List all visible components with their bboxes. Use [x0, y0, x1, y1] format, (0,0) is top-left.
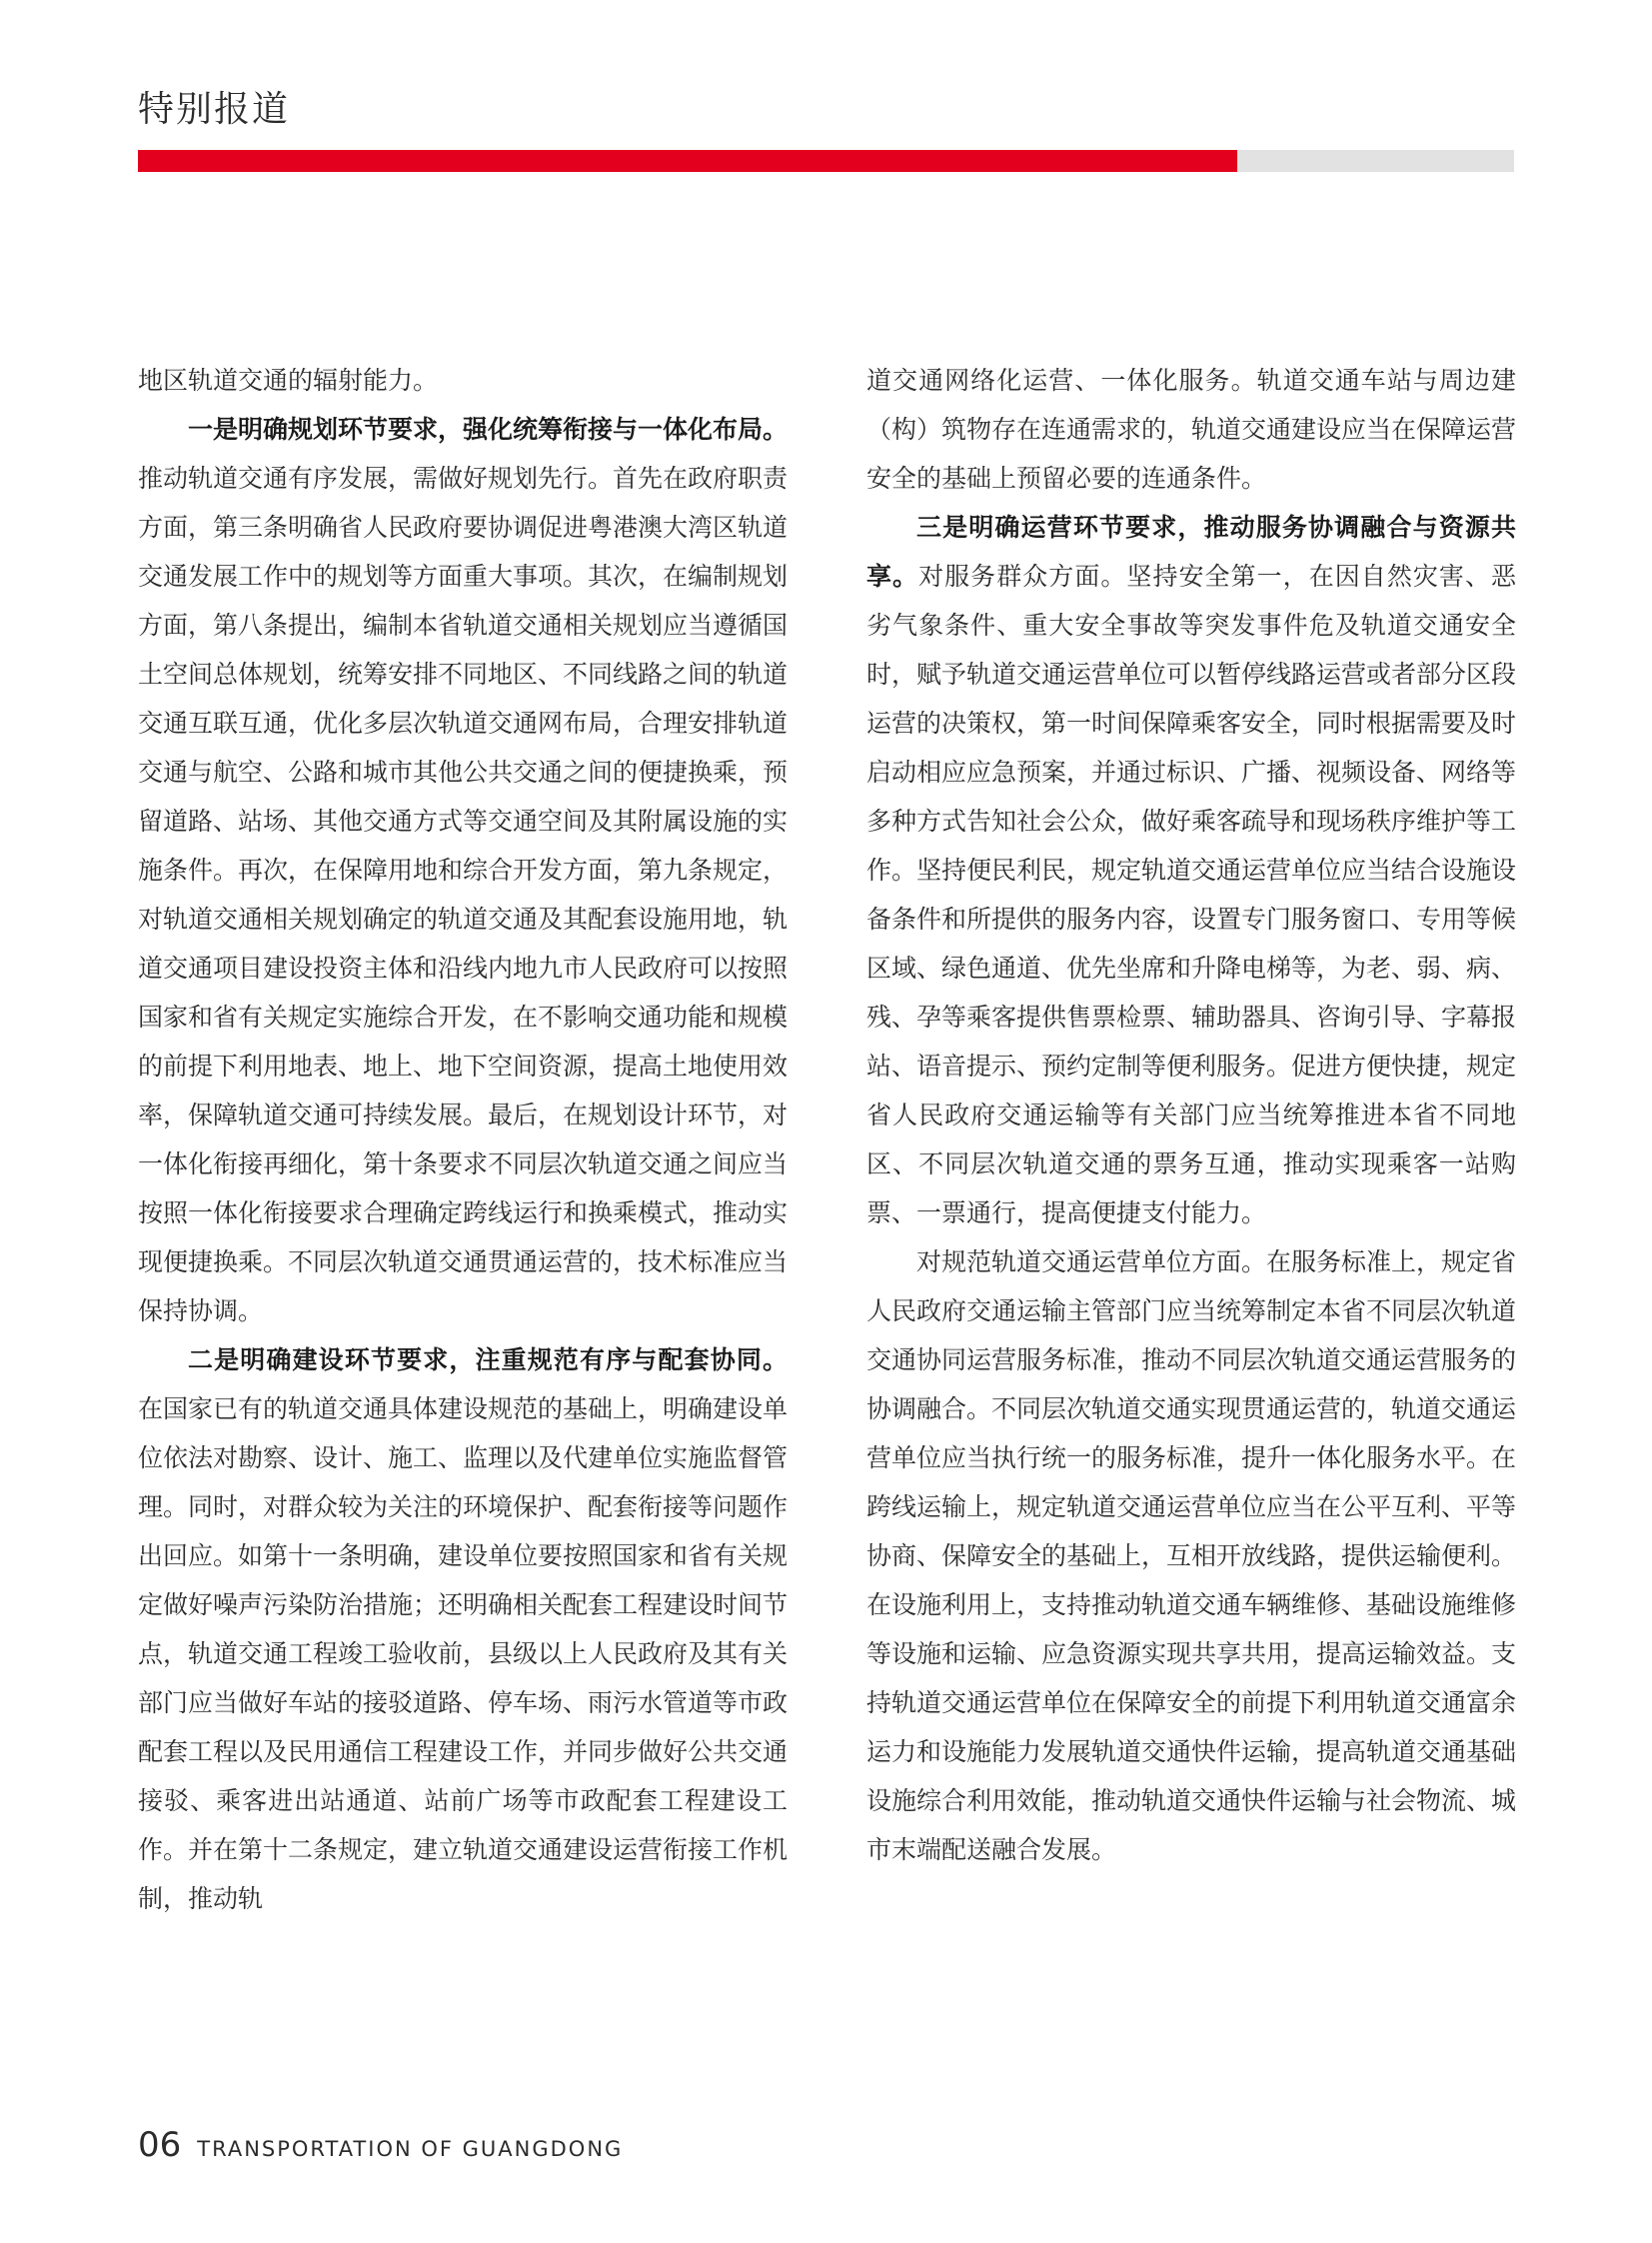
- paragraph-text: 对服务群众方面。坚持安全第一，在因自然灾害、恶劣气象条件、重大安全事故等突发事件危及轨道交通安全时，赋予轨道交通运营单位可以暂停线路运营或者部分区段运营的决策权，第一时间保障乘客安全，同时根据需要及时启动相应应急预案，并通过标识、广播、视频设备、网络等多种方式告知社会公众，做好乘客疏导和现场秩序维护等工作。坚持便民利民，规定轨道交通运营单位应当结合设施设备条件和所提供的服务内容，设置专门服务窗口、专用等候区域、绿色通道、优先坐席和升降电梯等，为老、弱、病、残、孕等乘客提供售票检票、辅助器具、咨询引导、字幕报站、语音提示、预约定制等便利服务。促进方便快捷，规定省人民政府交通运输等有关部门应当统筹推进本省不同地区、不同层次轨道交通的票务互通，推动实现乘客一站购票、一票通行，提高便捷支付能力。: [866, 562, 1517, 1227]
- paragraph: [866, 356, 1516, 503]
- paragraph: [138, 356, 788, 405]
- header-bar: [138, 150, 1514, 172]
- paragraph-lead: 三是明确运营环节要求，推动服务协调融合与资源共享。: [866, 513, 1516, 591]
- paragraph: [866, 1237, 1516, 1874]
- publication-name: TRANSPORTATION OF GUANGDONG: [197, 2137, 624, 2161]
- article-column-left: [138, 356, 788, 1923]
- paragraph: [138, 405, 788, 1335]
- page-footer: [138, 2125, 623, 2165]
- section-label: 特别报道: [138, 89, 291, 130]
- paragraph-lead: 二是明确建设环节要求，注重规范有序与配套协同。: [188, 1345, 788, 1374]
- paragraph-lead: 一是明确规划环节要求，强化统筹衔接与一体化布局。: [188, 415, 789, 444]
- paragraph-text: 对规范轨道交通运营单位方面。在服务标准上，规定省人民政府交通运输主管部门应当统筹制定本省不同层次轨道交通协同运营服务标准，推动不同层次轨道交通运营服务的协调融合。不同层次轨道交通实现贯通运营的，轨道交通运营单位应当执行统一的服务标准，提升一体化服务水平。在跨线运输上，规定轨道交通运营单位应当在公平互利、平等协商、保障安全的基础上，互相开放线路，提供运输便利。在设施利用上，支持推动轨道交通车辆维修、基础设施维修等设施和运输、应急资源实现共享共用，提高运输效益。支持轨道交通运营单位在保障安全的前提下利用轨道交通富余运力和设施能力发展轨道交通快件运输，提高轨道交通基础设施综合利用效能，推动轨道交通快件运输与社会物流、城市末端配送融合发展。: [866, 1247, 1517, 1864]
- page-number: 06: [138, 2125, 182, 2165]
- article-column-right: [866, 356, 1516, 1874]
- paragraph: [138, 1335, 788, 1923]
- paragraph-text: 在国家已有的轨道交通具体建设规范的基础上，明确建设单位依法对勘察、设计、施工、监理以及代建单位实施监督管理。同时，对群众较为关注的环境保护、配套衔接等问题作出回应。如第十一条明确，建设单位要按照国家和省有关规定做好噪声污染防治措施；还明确相关配套工程建设时间节点，轨道交通工程竣工验收前，县级以上人民政府及其有关部门应当做好车站的接驳道路、停车场、雨污水管道等市政配套工程以及民用通信工程建设工作，并同步做好公共交通接驳、乘客进出站通道、站前广场等市政配套工程建设工作。并在第十二条规定，建立轨道交通建设运营衔接工作机制，推动轨: [138, 1394, 789, 1913]
- paragraph-text: 道交通网络化运营、一体化服务。轨道交通车站与周边建（构）筑物存在连通需求的，轨道交通建设应当在保障运营安全的基础上预留必要的连通条件。: [866, 366, 1517, 493]
- header-bar-accent: [138, 150, 1237, 172]
- paragraph: [866, 503, 1516, 1237]
- paragraph-text: 地区轨道交通的辐射能力。: [138, 366, 439, 395]
- paragraph-text: 推动轨道交通有序发展，需做好规划先行。首先在政府职责方面，第三条明确省人民政府要协调促进粤港澳大湾区轨道交通发展工作中的规划等方面重大事项。其次，在编制规划方面，第八条提出，编制本省轨道交通相关规划应当遵循国土空间总体规划，统筹安排不同地区、不同线路之间的轨道交通互联互通，优化多层次轨道交通网布局，合理安排轨道交通与航空、公路和城市其他公共交通之间的便捷换乘，预留道路、站场、其他交通方式等交通空间及其附属设施的实施条件。再次，在保障用地和综合开发方面，第九条规定，对轨道交通相关规划确定的轨道交通及其配套设施用地，轨道交通项目建设投资主体和沿线内地九市人民政府可以按照国家和省有关规定实施综合开发，在不影响交通功能和规模的前提下利用地表、地上、地下空间资源，提高土地使用效率，保障轨道交通可持续发展。最后，在规划设计环节，对一体化衔接再细化，第十条要求不同层次轨道交通之间应当按照一体化衔接要求合理确定跨线运行和换乘模式，推动实现便捷换乘。不同层次轨道交通贯通运营的，技术标准应当保持协调。: [138, 464, 789, 1325]
